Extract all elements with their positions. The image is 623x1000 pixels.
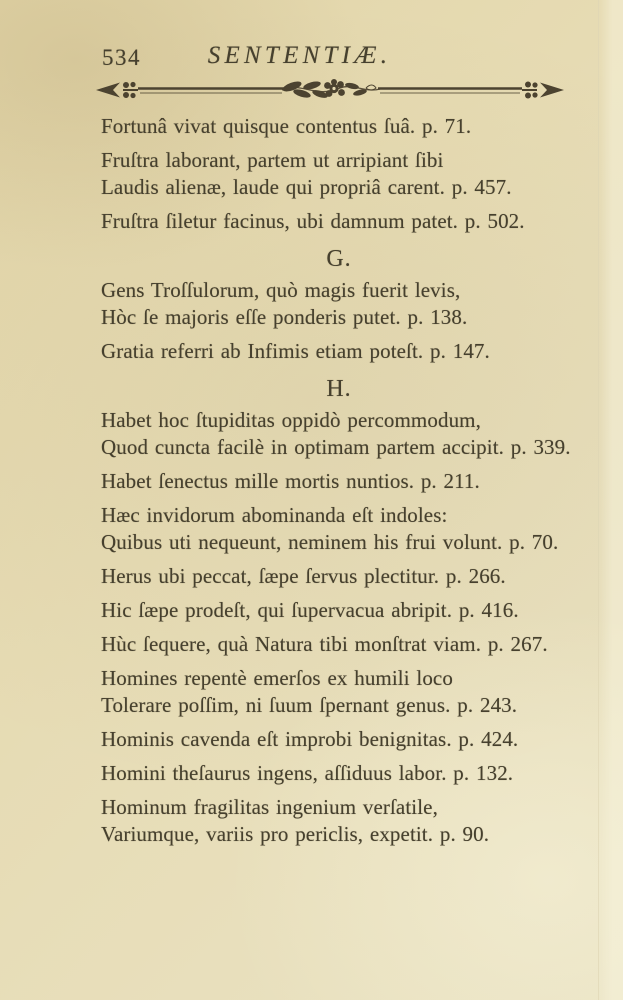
verse-line: Quod cuncta facilè in optimam partem accipit. p. 339. [101,435,571,459]
sententia-entry [101,468,577,495]
verse-line: Quibus uti nequeunt, neminem his frui volunt. p. 70. [101,530,559,554]
sententia-entry [101,760,577,787]
sententia-entry [101,502,577,556]
page-number: 534 [102,45,141,70]
page-header [0,42,623,76]
verse-line: Habet ſenectus mille mortis nuntios. p. 211. [101,469,480,493]
sententia-entry [101,208,577,235]
verse-line: Laudis alienæ, laude qui propriâ carent. p. 457. [101,175,512,199]
running-title: SENTENTIÆ. [207,42,392,69]
sententia-entry [101,597,577,624]
verse-line: Hùc ſequere, quà Natura tibi monſtrat viam. p. 267. [101,632,548,656]
verse-line: Fruſtra laborant, partem ut arripiant ſibi [101,148,444,172]
sententia-entry [101,631,577,658]
sententia-entry [101,338,577,365]
sententia-entry [101,665,577,719]
section-heading-h: H. [326,376,352,402]
verse-line: Variumque, variis pro periclis, expetit. p. 90. [101,822,490,846]
sententia-entry [101,726,577,753]
verse-line: Habet hoc ſtupiditas oppidò percommodum, [101,408,481,432]
sententia-entry [101,113,577,140]
sententia-entry [101,147,577,201]
verse-line: Gens Troſſulorum, quò magis fuerit levis, [101,278,461,302]
verse-line: Gratia referri ab Infimis etiam poteſt. p. 147. [101,339,490,363]
sententia-entry [101,563,577,590]
engraved-rule-icon [94,73,566,107]
section-heading-g: G. [326,246,352,272]
verse-line: Fruſtra ſiletur facinus, ubi damnum patet. p. 502. [101,209,525,233]
verse-line: Fortunâ vivat quisque contentus ſuâ. p. 71. [101,114,472,138]
sententia-entry [101,407,577,461]
ornamental-divider [94,73,566,107]
sententia-entry [101,277,577,331]
verse-line: Hic ſæpe prodeſt, qui ſupervacua abripit. p. 416. [101,598,519,622]
verse-line: Hominis cavenda eſt improbi benignitas. p. 424. [101,727,519,751]
sententia-entry [101,794,577,848]
verse-line: Herus ubi peccat, ſæpe ſervus plectitur. p. 266. [101,564,506,588]
verse-line: Homini theſaurus ingens, aſſiduus labor. p. 132. [101,761,514,785]
page-content [101,113,577,855]
verse-line: Hæc invidorum abominanda eſt indoles: [101,503,448,527]
verse-line: Homines repentè emerſos ex humili loco [101,666,453,690]
verse-line: Hominum fragilitas ingenium verſatile, [101,795,438,819]
verse-line: Hòc ſe majoris eſſe ponderis putet. p. 138. [101,305,468,329]
verse-line: Tolerare poſſim, ni ſuum ſpernant genus. p. 243. [101,693,518,717]
